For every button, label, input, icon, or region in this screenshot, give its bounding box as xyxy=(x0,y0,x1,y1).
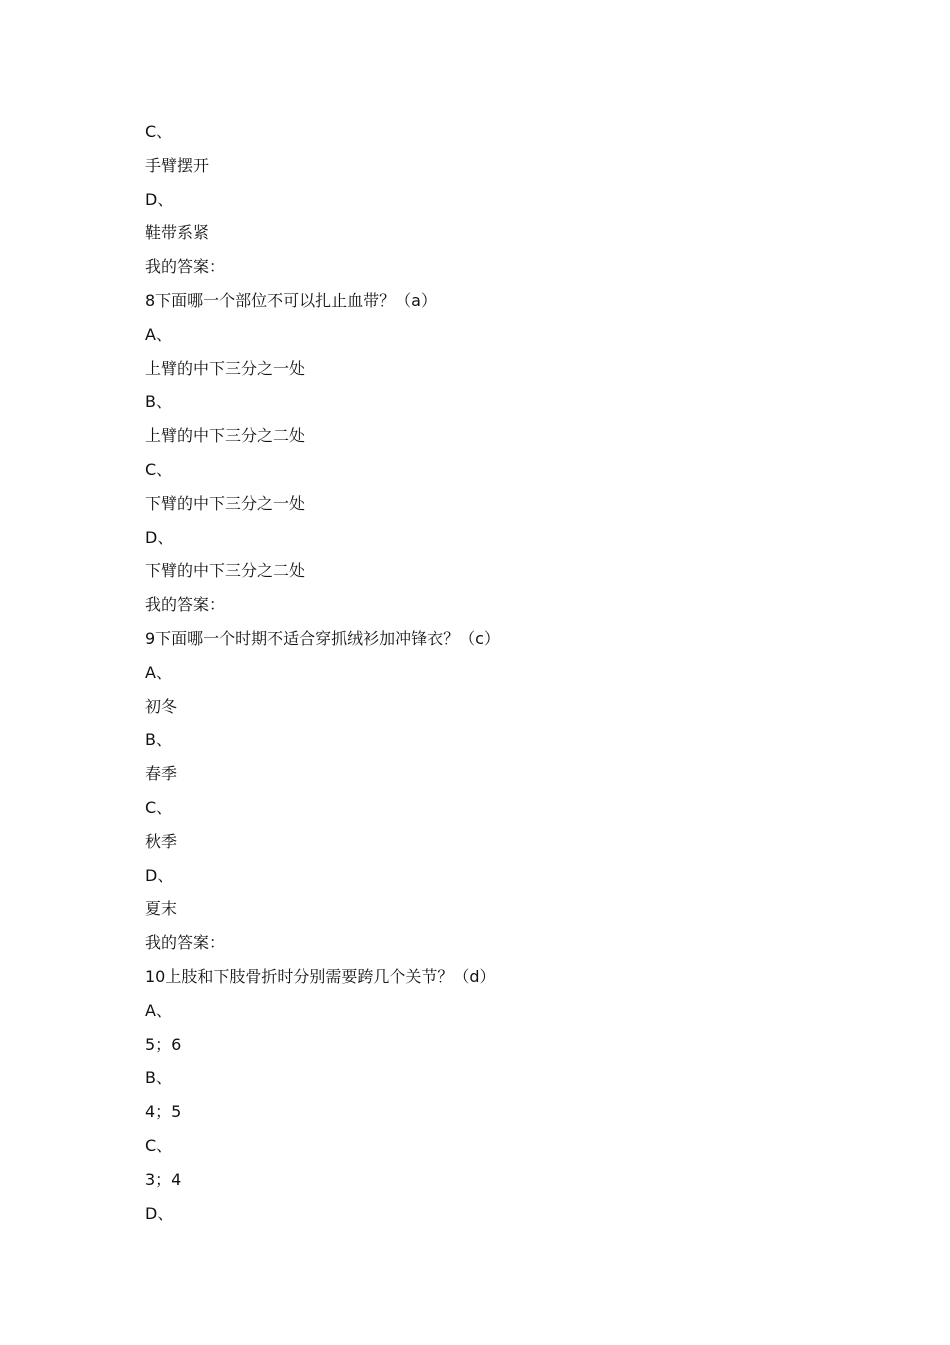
option-label-c: C、 xyxy=(145,1135,173,1155)
option-text: 春季 xyxy=(145,764,178,784)
option-label-b: B、 xyxy=(145,392,172,412)
option-text: 上臂的中下三分之一处 xyxy=(145,358,306,378)
option-label-a: A、 xyxy=(145,1000,172,1020)
option-label-c: C、 xyxy=(145,797,173,817)
option-label-c: C、 xyxy=(145,122,173,141)
option-label-a: A、 xyxy=(145,662,172,682)
option-text: 5；6 xyxy=(145,1034,182,1054)
option-text: 秋季 xyxy=(145,831,178,851)
option-text: 下臂的中下三分之二处 xyxy=(145,561,306,581)
question-8: 8下面哪一个部位不可以扎止血带？（a） xyxy=(145,290,437,310)
option-label-b: B、 xyxy=(145,730,172,750)
option-text: 初冬 xyxy=(145,696,178,716)
option-label-d: D、 xyxy=(145,527,174,547)
option-label-c: C、 xyxy=(145,459,173,479)
question-9: 9下面哪一个时期不适合穿抓绒衫加冲锋衣？（c） xyxy=(145,628,500,648)
my-answer-label: 我的答案： xyxy=(145,595,226,615)
question-10: 10上肢和下肢骨折时分别需要跨几个关节？（d） xyxy=(145,966,496,986)
option-label-d: D、 xyxy=(145,189,174,209)
option-text: 下臂的中下三分之一处 xyxy=(145,493,306,513)
option-label-a: A、 xyxy=(145,324,172,344)
option-text: 4；5 xyxy=(145,1102,182,1122)
option-text: 鞋带系紧 xyxy=(145,223,210,243)
quiz-content xyxy=(145,119,845,1234)
option-label-d: D、 xyxy=(145,1203,174,1223)
option-text: 上臂的中下三分之二处 xyxy=(145,426,306,446)
option-text: 手臂摆开 xyxy=(145,155,210,175)
my-answer-label: 我的答案： xyxy=(145,257,226,277)
my-answer-label: 我的答案： xyxy=(145,933,226,953)
option-label-d: D、 xyxy=(145,865,174,885)
option-label-b: B、 xyxy=(145,1068,172,1088)
option-text: 夏末 xyxy=(145,899,178,919)
option-text: 3；4 xyxy=(145,1169,182,1189)
